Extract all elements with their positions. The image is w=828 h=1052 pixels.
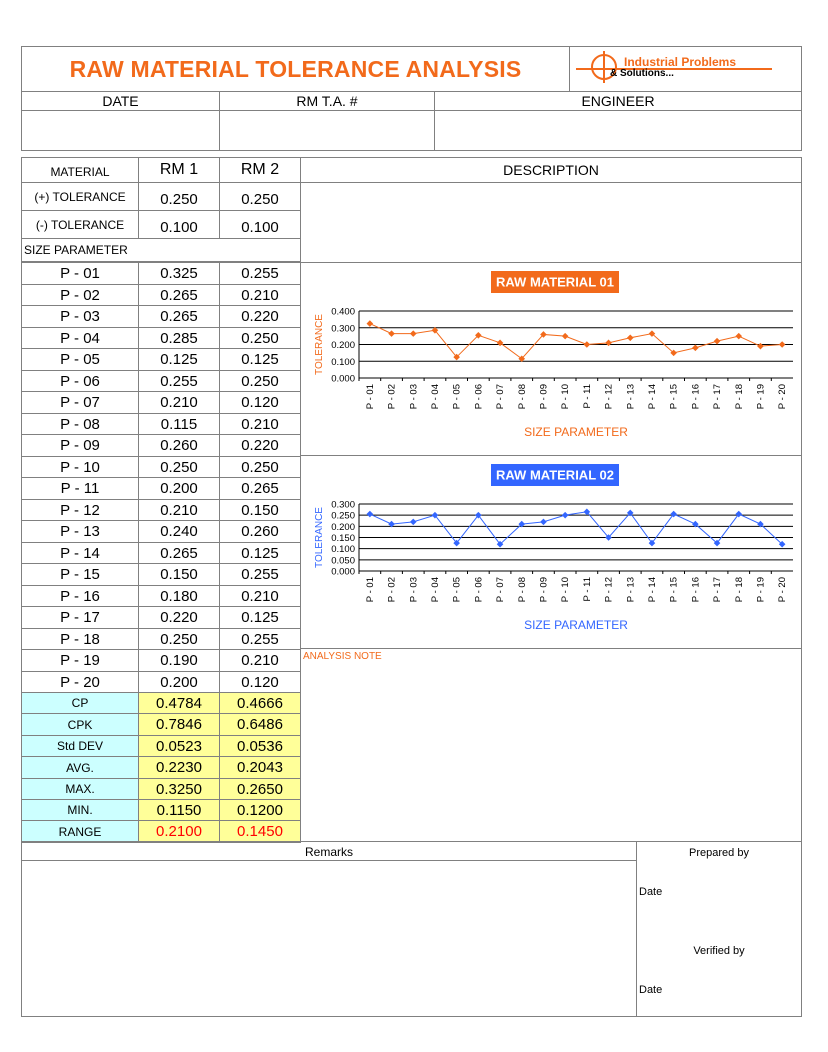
size-parameter-name: P - 04 bbox=[21, 327, 139, 349]
stat-label: CP bbox=[21, 692, 139, 714]
x-tick-label: P - 11 bbox=[581, 384, 593, 409]
prepared-by-label: Prepared by bbox=[689, 847, 749, 859]
data-point bbox=[627, 335, 634, 342]
rm1-value-cell[interactable]: 0.285 bbox=[138, 327, 220, 349]
rm1-value-cell[interactable]: 0.180 bbox=[138, 585, 220, 607]
data-point bbox=[540, 519, 547, 526]
x-tick-label: P - 19 bbox=[755, 577, 767, 603]
stat-value-rm1: 0.0523 bbox=[138, 735, 220, 757]
rm1-value-cell[interactable]: 0.260 bbox=[138, 434, 220, 457]
size-parameter-name: P - 07 bbox=[21, 391, 139, 414]
rm1-value-cell[interactable]: 0.220 bbox=[138, 606, 220, 629]
x-tick-label: P - 02 bbox=[386, 577, 398, 603]
data-point bbox=[714, 338, 721, 345]
rm2-value-cell[interactable]: 0.125 bbox=[219, 542, 301, 564]
rm2-value-cell[interactable]: 0.120 bbox=[219, 671, 301, 693]
x-tick-label: P - 12 bbox=[603, 577, 615, 603]
data-point bbox=[562, 333, 569, 340]
stat-value-rm1: 0.3250 bbox=[138, 778, 220, 800]
stat-value-rm1: 0.4784 bbox=[138, 692, 220, 714]
x-tick-label: P - 04 bbox=[429, 384, 441, 410]
x-tick-label: P - 08 bbox=[516, 577, 528, 603]
stat-value-rm2: 0.2043 bbox=[219, 756, 301, 779]
y-tick-label: 0.100 bbox=[331, 544, 355, 556]
stat-value-rm2: 0.1450 bbox=[219, 820, 301, 843]
remarks-sign-divider bbox=[636, 841, 637, 1017]
stat-label: MIN. bbox=[21, 799, 139, 821]
x-axis-label: SIZE PARAMETER bbox=[524, 425, 628, 439]
stat-label: MAX. bbox=[21, 778, 139, 800]
x-tick-label: P - 15 bbox=[668, 577, 680, 603]
rm1-value-cell[interactable]: 0.150 bbox=[138, 563, 220, 586]
rm2-value-cell[interactable]: 0.210 bbox=[219, 649, 301, 672]
size-parameter-name: P - 05 bbox=[21, 348, 139, 371]
y-tick-label: 0.150 bbox=[331, 533, 355, 544]
minus-tolerance-rm1[interactable]: 0.100 bbox=[138, 210, 220, 239]
analysis-note-label: ANALYSIS NOTE bbox=[303, 651, 382, 662]
x-tick-label: P - 10 bbox=[560, 384, 572, 410]
chart-title: RAW MATERIAL 01 bbox=[496, 274, 614, 290]
stat-value-rm1: 0.2230 bbox=[138, 756, 220, 779]
data-point bbox=[584, 341, 591, 348]
rm2-value-cell[interactable]: 0.210 bbox=[219, 413, 301, 435]
stat-value-rm2: 0.0536 bbox=[219, 735, 301, 757]
stat-value-rm2: 0.6486 bbox=[219, 713, 301, 736]
size-parameter-name: P - 12 bbox=[21, 499, 139, 521]
minus-tolerance-label: (-) TOLERANCE bbox=[21, 210, 139, 239]
x-tick-label: P - 17 bbox=[712, 577, 724, 603]
stat-value-rm2: 0.4666 bbox=[219, 692, 301, 714]
x-tick-label: P - 16 bbox=[690, 577, 702, 603]
rm2-value-cell[interactable]: 0.250 bbox=[219, 327, 301, 349]
size-parameter-name: P - 10 bbox=[21, 456, 139, 478]
rm2-value-cell[interactable]: 0.255 bbox=[219, 628, 301, 650]
y-tick-label: 0.400 bbox=[331, 306, 355, 318]
data-point bbox=[367, 511, 374, 518]
x-tick-label: P - 20 bbox=[777, 384, 789, 410]
x-tick-label: P - 09 bbox=[538, 577, 550, 603]
company-logo bbox=[572, 49, 798, 89]
x-tick-label: P - 18 bbox=[733, 577, 745, 603]
x-tick-label: P - 08 bbox=[516, 384, 528, 410]
x-tick-label: P - 02 bbox=[386, 384, 398, 410]
size-parameter-label: SIZE PARAMETER bbox=[21, 238, 301, 262]
stat-label: RANGE bbox=[21, 820, 139, 843]
rm2-header: RM 2 bbox=[219, 157, 301, 183]
data-point bbox=[367, 320, 374, 327]
rm2-value-cell[interactable]: 0.120 bbox=[219, 391, 301, 414]
x-tick-label: P - 01 bbox=[364, 577, 376, 603]
size-parameter-name: P - 02 bbox=[21, 284, 139, 306]
rm1-value-cell[interactable]: 0.240 bbox=[138, 520, 220, 543]
x-tick-label: P - 15 bbox=[668, 384, 680, 410]
rm1-value-cell[interactable]: 0.250 bbox=[138, 456, 220, 478]
size-parameter-name: P - 19 bbox=[21, 649, 139, 672]
x-axis-label: SIZE PARAMETER bbox=[524, 618, 628, 632]
stat-value-rm1: 0.7846 bbox=[138, 713, 220, 736]
verified-date-label: Date bbox=[639, 984, 663, 996]
minus-tolerance-rm2[interactable]: 0.100 bbox=[219, 210, 301, 239]
data-point bbox=[562, 512, 569, 519]
verified-by-label: Verified by bbox=[693, 945, 745, 957]
y-tick-label: 0.200 bbox=[331, 521, 355, 533]
rm1-value-cell[interactable]: 0.115 bbox=[138, 413, 220, 435]
rm2-value-cell[interactable]: 0.125 bbox=[219, 348, 301, 371]
x-tick-label: P - 06 bbox=[473, 384, 485, 410]
rm-ta-header: RM T.A. # bbox=[296, 93, 358, 109]
plus-tolerance-rm1[interactable]: 0.250 bbox=[138, 182, 220, 211]
size-parameter-name: P - 16 bbox=[21, 585, 139, 607]
rm1-value-cell[interactable]: 0.265 bbox=[138, 284, 220, 306]
stat-label: CPK bbox=[21, 713, 139, 736]
rm1-value-cell[interactable]: 0.255 bbox=[138, 370, 220, 392]
x-tick-label: P - 16 bbox=[690, 384, 702, 410]
y-tick-label: 0.300 bbox=[331, 323, 355, 335]
plus-tolerance-label: (+) TOLERANCE bbox=[21, 182, 139, 211]
rm1-header: RM 1 bbox=[138, 157, 220, 183]
rm1-value-cell[interactable]: 0.190 bbox=[138, 649, 220, 672]
x-tick-label: P - 12 bbox=[603, 384, 615, 410]
chart-title: RAW MATERIAL 02 bbox=[496, 467, 614, 483]
y-axis-label: TOLERANCE bbox=[314, 507, 325, 568]
x-tick-label: P - 13 bbox=[625, 577, 637, 603]
series-line bbox=[370, 512, 782, 544]
x-tick-label: P - 20 bbox=[777, 577, 789, 603]
date-field[interactable] bbox=[22, 111, 219, 150]
y-axis-label: TOLERANCE bbox=[314, 314, 325, 375]
rm2-value-cell[interactable]: 0.255 bbox=[219, 262, 301, 285]
rm1-value-cell[interactable]: 0.265 bbox=[138, 305, 220, 328]
rm1-value-cell[interactable]: 0.325 bbox=[138, 262, 220, 285]
size-parameter-name: P - 15 bbox=[21, 563, 139, 586]
remarks-label: Remarks bbox=[304, 844, 353, 859]
y-tick-label: 0.300 bbox=[331, 499, 355, 511]
rm1-value-cell[interactable]: 0.210 bbox=[138, 499, 220, 521]
x-tick-label: P - 03 bbox=[408, 577, 420, 603]
rm2-value-cell[interactable]: 0.210 bbox=[219, 284, 301, 306]
rm1-value-cell[interactable]: 0.265 bbox=[138, 542, 220, 564]
data-point bbox=[388, 330, 395, 337]
rm2-value-cell[interactable]: 0.250 bbox=[219, 370, 301, 392]
description-area[interactable] bbox=[300, 182, 802, 263]
size-parameter-name: P - 09 bbox=[21, 434, 139, 457]
description-label: DESCRIPTION bbox=[503, 162, 599, 178]
size-parameter-name: P - 06 bbox=[21, 370, 139, 392]
rm1-value-cell[interactable]: 0.210 bbox=[138, 391, 220, 414]
x-tick-label: P - 05 bbox=[451, 384, 463, 410]
stat-value-rm2: 0.2650 bbox=[219, 778, 301, 800]
size-parameter-name: P - 11 bbox=[21, 477, 139, 500]
stat-value-rm2: 0.1200 bbox=[219, 799, 301, 821]
x-tick-label: P - 14 bbox=[646, 577, 658, 603]
x-tick-label: P - 07 bbox=[495, 384, 507, 410]
x-tick-label: P - 17 bbox=[712, 384, 724, 410]
plus-tolerance-rm2[interactable]: 0.250 bbox=[219, 182, 301, 211]
stat-label: AVG. bbox=[21, 756, 139, 779]
rm1-value-cell[interactable]: 0.200 bbox=[138, 671, 220, 693]
data-point bbox=[735, 333, 742, 340]
rm2-value-cell[interactable]: 0.220 bbox=[219, 434, 301, 457]
rm2-value-cell[interactable]: 0.220 bbox=[219, 305, 301, 328]
y-tick-label: 0.000 bbox=[331, 566, 355, 578]
rm2-value-cell[interactable]: 0.265 bbox=[219, 477, 301, 500]
x-tick-label: P - 19 bbox=[755, 384, 767, 410]
size-parameter-name: P - 13 bbox=[21, 520, 139, 543]
logo-text-line2: & Solutions... bbox=[610, 68, 674, 79]
chart-raw-material-02 bbox=[301, 456, 801, 648]
x-tick-label: P - 14 bbox=[646, 384, 658, 410]
rm1-value-cell[interactable]: 0.250 bbox=[138, 628, 220, 650]
stat-value-rm1: 0.1150 bbox=[138, 799, 220, 821]
title-logo-divider bbox=[569, 46, 570, 91]
data-point bbox=[605, 340, 612, 347]
stat-value-rm1: 0.2100 bbox=[138, 820, 220, 843]
y-tick-label: 0.050 bbox=[331, 555, 355, 567]
rm2-value-cell[interactable]: 0.210 bbox=[219, 585, 301, 607]
x-tick-label: P - 18 bbox=[733, 384, 745, 410]
analysis-note-area[interactable] bbox=[300, 649, 802, 842]
data-point bbox=[757, 343, 764, 350]
x-tick-label: P - 09 bbox=[538, 384, 550, 410]
prepared-date-label: Date bbox=[639, 886, 663, 898]
x-tick-label: P - 03 bbox=[408, 384, 420, 410]
x-tick-label: P - 07 bbox=[495, 577, 507, 603]
y-tick-label: 0.200 bbox=[331, 340, 355, 351]
rm2-value-cell[interactable]: 0.125 bbox=[219, 606, 301, 629]
data-point bbox=[410, 330, 417, 337]
date-header: DATE bbox=[102, 93, 139, 109]
y-tick-label: 0.100 bbox=[331, 356, 355, 368]
x-tick-label: P - 13 bbox=[625, 384, 637, 410]
rm-ta-field[interactable] bbox=[220, 111, 434, 150]
data-point bbox=[410, 519, 417, 526]
x-tick-label: P - 04 bbox=[429, 577, 441, 603]
engineer-header: ENGINEER bbox=[581, 93, 655, 109]
size-parameter-name: P - 01 bbox=[21, 262, 139, 285]
rm1-value-cell[interactable]: 0.125 bbox=[138, 348, 220, 371]
rm2-value-cell[interactable]: 0.250 bbox=[219, 456, 301, 478]
remarks-area[interactable] bbox=[22, 861, 636, 1016]
x-tick-label: P - 10 bbox=[560, 577, 572, 603]
rm2-value-cell[interactable]: 0.260 bbox=[219, 520, 301, 543]
engineer-field[interactable] bbox=[435, 111, 801, 150]
material-header: MATERIAL bbox=[21, 157, 139, 183]
x-tick-label: P - 11 bbox=[581, 577, 593, 602]
size-parameter-name: P - 20 bbox=[21, 671, 139, 693]
data-point bbox=[779, 341, 786, 348]
data-point bbox=[692, 345, 699, 352]
chart-raw-material-01 bbox=[301, 263, 801, 455]
x-tick-label: P - 05 bbox=[451, 577, 463, 603]
page-title: RAW MATERIAL TOLERANCE ANALYSIS bbox=[69, 55, 522, 82]
logo-graphic bbox=[572, 49, 798, 89]
size-parameter-name: P - 14 bbox=[21, 542, 139, 564]
size-parameter-name: P - 08 bbox=[21, 413, 139, 435]
y-tick-label: 0.000 bbox=[331, 373, 355, 385]
rm2-value-cell[interactable]: 0.150 bbox=[219, 499, 301, 521]
logo-text-line1: Industrial Problems bbox=[624, 55, 737, 69]
x-tick-label: P - 06 bbox=[473, 577, 485, 603]
size-parameter-name: P - 03 bbox=[21, 305, 139, 328]
x-tick-label: P - 01 bbox=[364, 384, 376, 410]
size-parameter-name: P - 17 bbox=[21, 606, 139, 629]
rm1-value-cell[interactable]: 0.200 bbox=[138, 477, 220, 500]
stat-label: Std DEV bbox=[21, 735, 139, 757]
size-parameter-name: P - 18 bbox=[21, 628, 139, 650]
y-tick-label: 0.250 bbox=[331, 510, 355, 522]
rm2-value-cell[interactable]: 0.255 bbox=[219, 563, 301, 586]
